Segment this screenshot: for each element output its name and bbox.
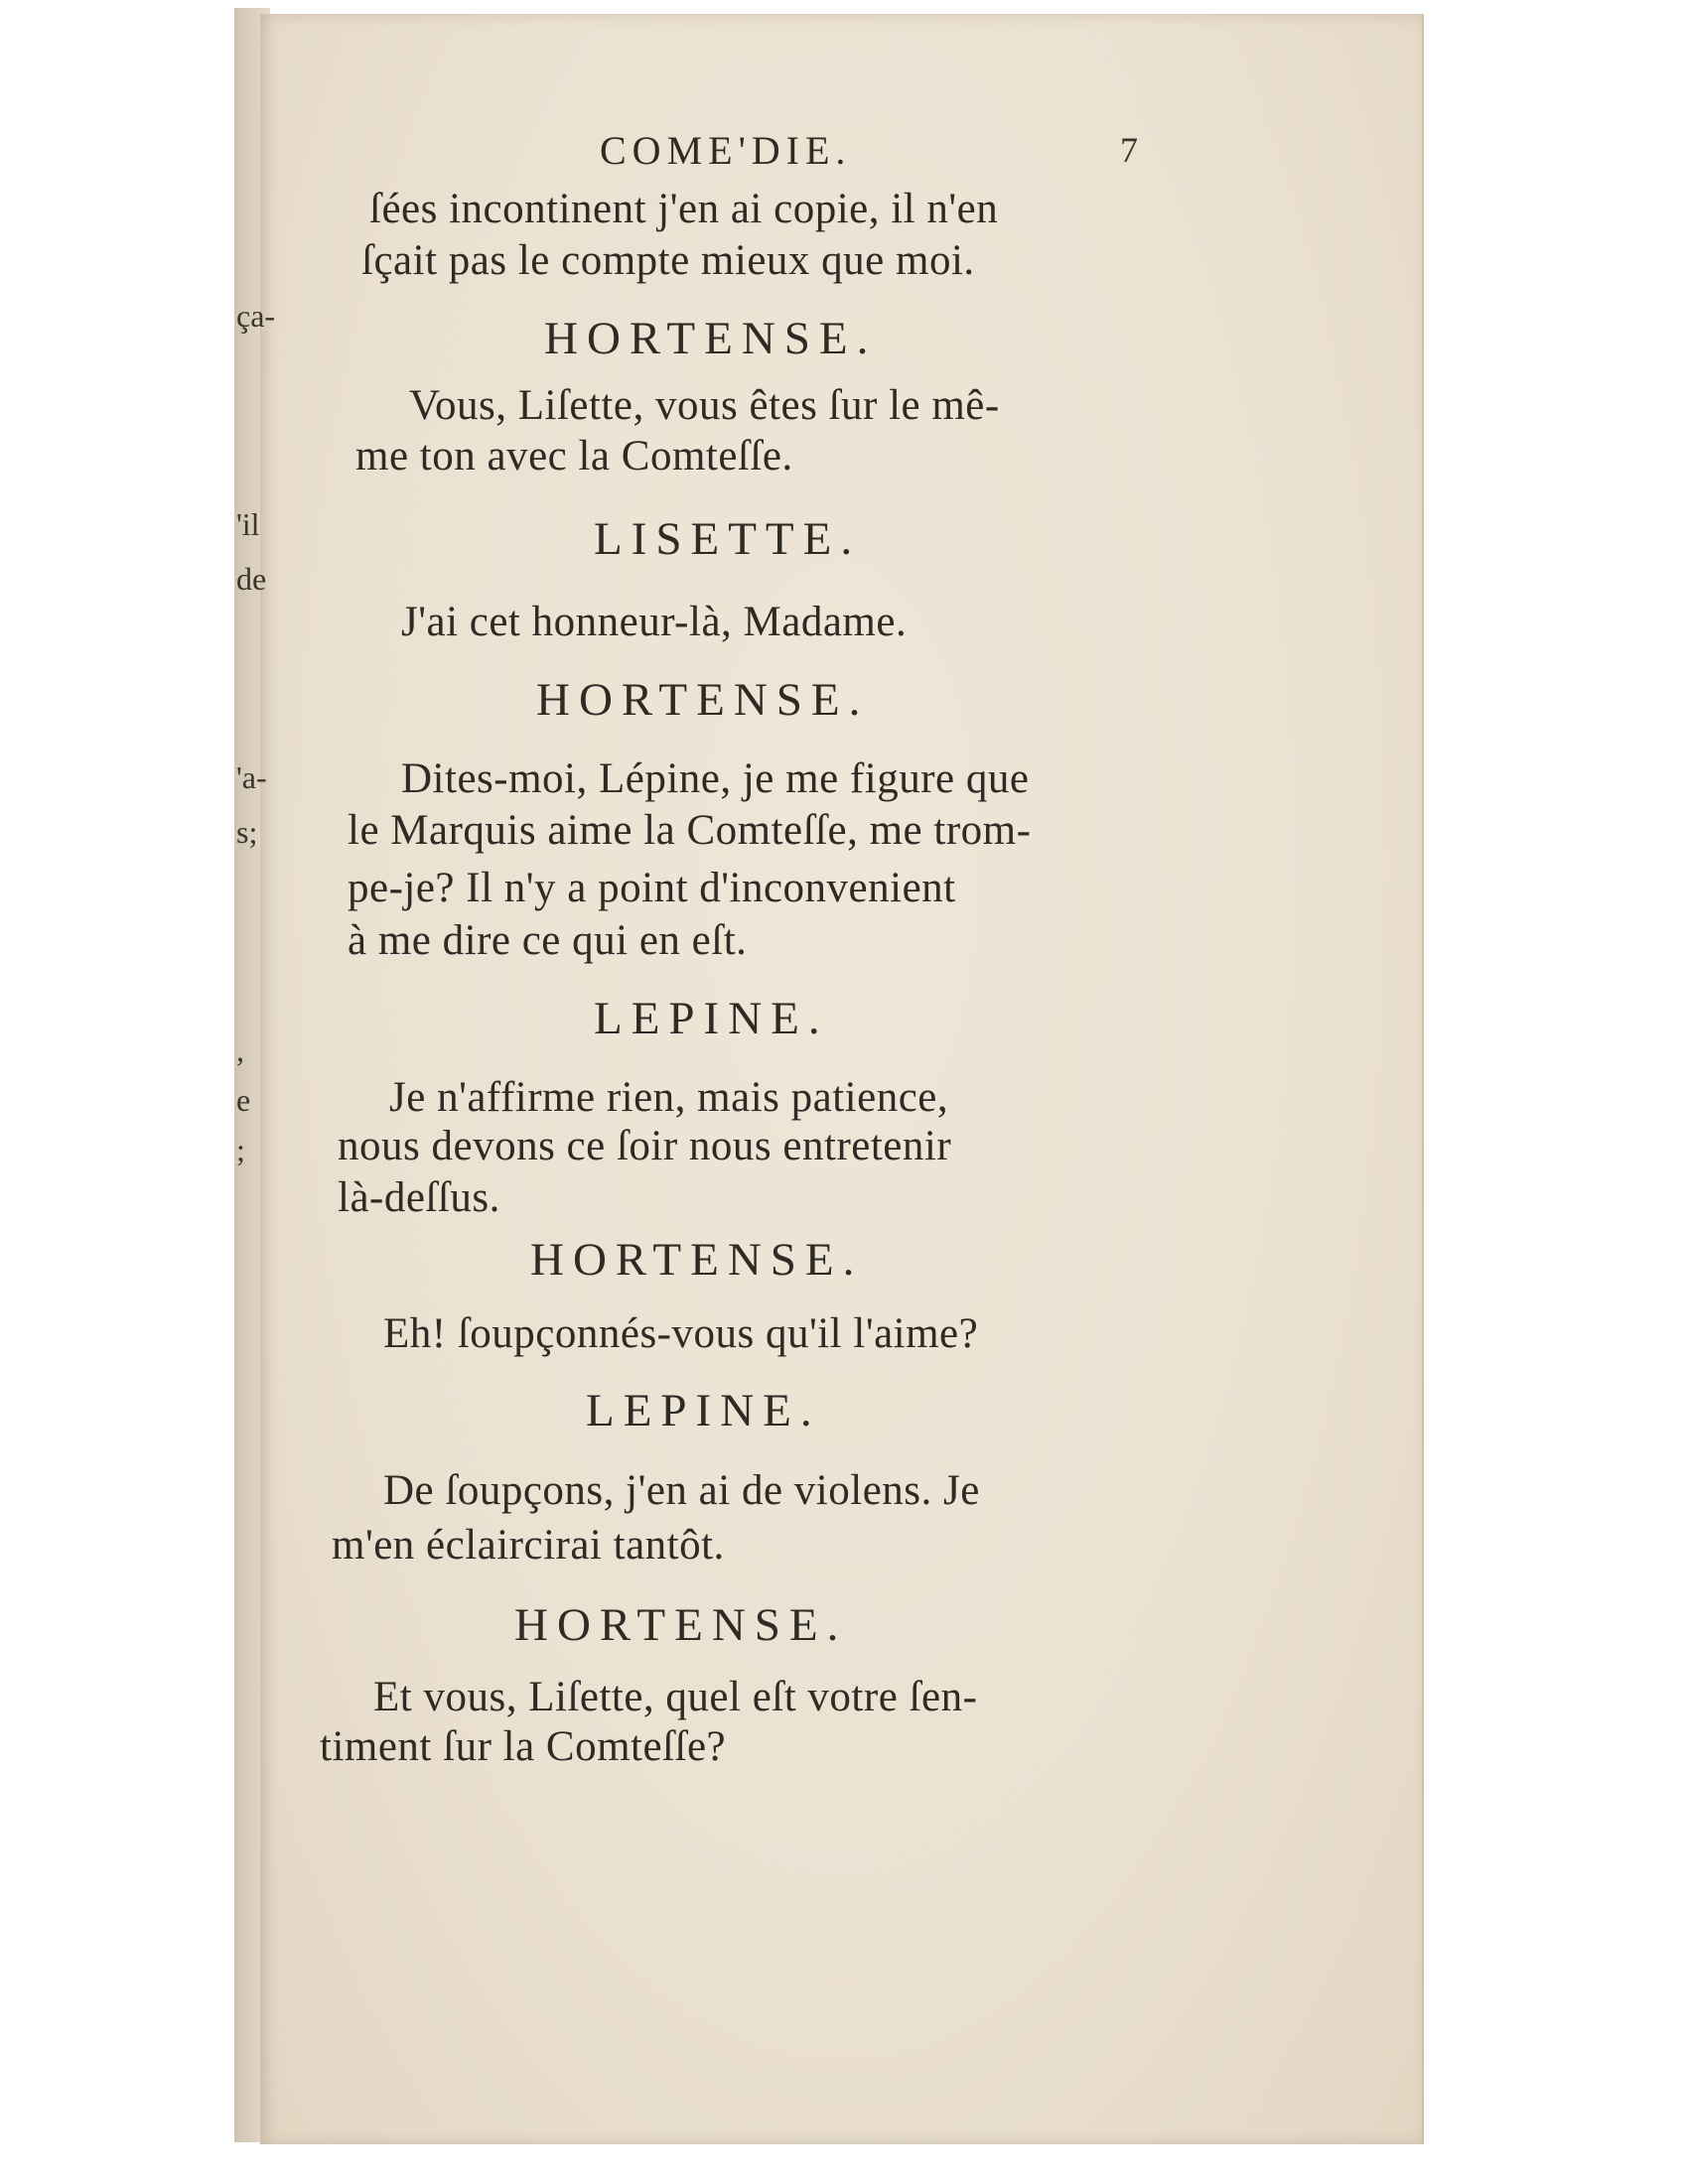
speaker-heading: HORTENSE. xyxy=(514,1599,848,1651)
margin-fragment: ; xyxy=(236,1132,245,1167)
text-line: Et vous, Liſette, quel eſt votre ſen- xyxy=(373,1674,978,1720)
text-line: pe-je? Il n'y a point d'inconvenient xyxy=(348,865,956,911)
speaker-heading: LISETTE. xyxy=(594,513,862,565)
text-line: Dites-moi, Lépine, je me figure que xyxy=(401,755,1030,802)
speaker-heading: HORTENSE. xyxy=(536,674,870,726)
text-line: J'ai cet honneur-là, Madame. xyxy=(401,599,908,645)
text-line: le Marquis aime la Comteſſe, me trom- xyxy=(348,807,1032,854)
speaker-heading: LEPINE. xyxy=(594,993,829,1044)
page-number: 7 xyxy=(1120,130,1138,170)
text-line: ſçait pas le compte mieux que moi. xyxy=(361,237,975,284)
text-line: Je n'affirme rien, mais patience, xyxy=(389,1074,949,1121)
text-line: là-deſſus. xyxy=(338,1174,500,1221)
text-line: me ton avec la Comteſſe. xyxy=(355,433,793,479)
margin-fragment: 'il xyxy=(236,506,260,542)
text-line: De ſoupçons, j'en ai de violens. Je xyxy=(383,1467,980,1514)
speaker-heading: HORTENSE. xyxy=(544,313,878,364)
text-line: timent ſur la Comteſſe? xyxy=(320,1723,727,1770)
text-line: Eh! ſoupçonnés-vous qu'il l'aime? xyxy=(383,1310,979,1357)
text-line: nous devons ce ſoir nous entretenir xyxy=(338,1123,952,1169)
text-line: m'en éclaircirai tantôt. xyxy=(332,1522,725,1569)
text-line: Vous, Liſette, vous êtes ſur le mê- xyxy=(409,382,1000,429)
speaker-heading: HORTENSE. xyxy=(530,1234,864,1286)
text-line: à me dire ce qui en eſt. xyxy=(348,917,748,964)
margin-fragment: 'a- xyxy=(236,759,267,795)
margin-fragment: de xyxy=(236,561,267,597)
margin-fragment: ça- xyxy=(236,298,276,334)
margin-fragment: e xyxy=(236,1082,251,1118)
margin-fragment: s; xyxy=(236,814,258,850)
text-line: ſées incontinent j'en ai copie, il n'en xyxy=(369,186,999,232)
margin-fragment: , xyxy=(236,1032,244,1068)
speaker-heading: LEPINE. xyxy=(586,1385,821,1436)
running-head: COME'DIE. xyxy=(600,128,852,173)
